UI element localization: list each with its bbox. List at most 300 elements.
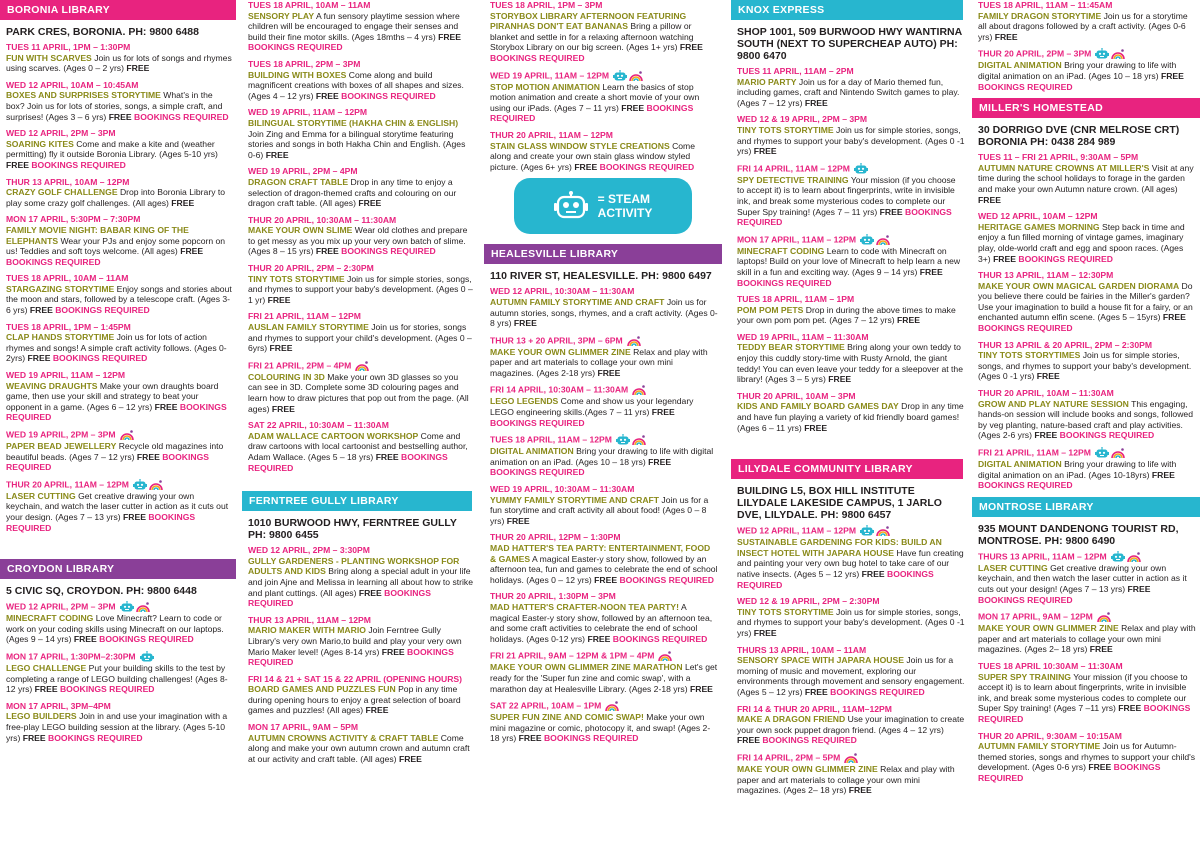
event-item <box>6 429 232 473</box>
event-date: THUR 13 + 20 APRIL, 3PM – 6PM <box>490 335 718 347</box>
event-item <box>978 611 1196 655</box>
event-item <box>490 484 718 526</box>
event-date: WED 19 APRIL, 11AM – 12PM <box>490 70 718 82</box>
event-title: SENSORY SPACE WITH JAPARA HOUSE <box>737 655 904 666</box>
robot-icon <box>133 479 147 491</box>
event-date: WED 19 APRIL, 11AM – 11:30AM <box>737 331 869 342</box>
event-title: AUTUMN FAMILY STORYTIME AND CRAFT <box>490 296 665 307</box>
event-free-label: FREE <box>651 407 675 418</box>
rainbow-icon <box>844 752 858 764</box>
activity-icons <box>120 601 152 613</box>
event-title: MAKE YOUR OWN SLIME <box>248 225 353 236</box>
event-title: BILINGUAL STORYTIME (HAKHA CHIN & ENGLISH) <box>248 117 459 128</box>
event-item <box>248 615 474 668</box>
event-item <box>490 434 718 478</box>
rainbow-icon <box>876 525 890 537</box>
event-title: TINY TOTS STORYTIME <box>248 273 345 284</box>
event-title: WEAVING DRAUGHTS <box>6 380 98 391</box>
event-description: Do you believe there could be fairies in the Miller's garden? Use your imagination to build a house fit for a fairy, or an enchanted autumn elfin scene. (Ages 5 – 15yrs) <box>978 280 1193 323</box>
event-booking-label: BOOKINGS REQUIRED <box>762 735 857 746</box>
section-header-montrose-library: MONTROSE LIBRARY <box>972 497 1200 517</box>
event-free-label: FREE <box>1160 70 1184 81</box>
event-description: Visit at any time during the school holidays to forage in the garden and make your own Autumn nature crown. (All ages) <box>978 162 1194 194</box>
event-booking-label: BOOKINGS REQUIRED <box>490 102 694 124</box>
event-description: Your mission (if you choose to accept it) is to learn about fingerprints, write in invisible ink, and break some mysterious codes to complete our Super Spy training! (Ages 7 – 11 yrs) <box>737 174 956 217</box>
event-free-label: FREE <box>753 627 777 638</box>
event-description: Recycle old magazines into beautiful beads. (Ages 7 – 12 yrs) <box>6 441 224 462</box>
event-booking-label: BOOKINGS REQUIRED <box>978 480 1073 491</box>
steam-legend-text <box>598 192 653 220</box>
event-date: FRI 21 APRIL, 11AM – 12PM <box>978 447 1196 459</box>
event-item <box>737 752 965 796</box>
event-free-label: FREE <box>1088 762 1112 773</box>
event-item <box>737 525 965 590</box>
event-date: SAT 22 APRIL, 10AM – 1PM <box>490 700 718 712</box>
event-title: AUSLAN FAMILY STORYTIME <box>248 322 369 333</box>
event-description: Join in and use your imagination with a free-play LEGO building session at the library. (Ages 5-10 yrs) <box>6 711 228 743</box>
event-description: What's in the box? Join us for lots of stories, songs, a simple craft, and surprises! (Ages 3 – 6 yrs) <box>6 90 223 122</box>
event-item <box>248 722 474 764</box>
robot-icon <box>140 651 154 663</box>
event-item <box>248 0 474 53</box>
event-description: Get creative drawing your own keychain, and watch the laser cutter in action as it cuts out your design. (Ages 7 – 13 yrs) <box>6 490 229 522</box>
event-date: FRI 14 APRIL, 11AM – 12PM <box>737 163 965 175</box>
event-free-label: FREE <box>154 401 178 412</box>
event-free-label: FREE <box>518 733 542 744</box>
event-date: THURS 13 APRIL, 10AM – 11AM <box>737 644 867 655</box>
library-address: 110 RIVER ST, HEALESVILLE. PH: 9800 6497 <box>490 270 712 283</box>
event-booking-label: BOOKINGS REQUIRED <box>978 81 1073 92</box>
steam-legend-line-2: ACTIVITY <box>597 206 653 221</box>
event-free-label: FREE <box>587 633 611 644</box>
event-item <box>6 214 232 267</box>
event-date: TUES 18 APRIL, 11AM – 12PM <box>490 434 718 446</box>
event-date: FRI 21 APRIL, 9AM – 12PM & 1PM – 4PM <box>490 650 718 662</box>
event-free-label: FREE <box>1118 703 1142 714</box>
event-title: TINY TOTS STORYTIME <box>737 606 834 617</box>
event-description: Make your own draughts board game, then use your skill and strategy to beat your opponent in a game. (Ages 6 – 12 yrs) <box>6 380 219 412</box>
event-title: DIGITAL ANIMATION <box>490 446 574 457</box>
event-title: MAKE YOUR OWN GLIMMER ZINE <box>978 623 1119 634</box>
event-date: WED 12 APRIL, 2PM – 3:30PM <box>248 545 370 556</box>
event-item <box>248 311 474 353</box>
event-item <box>978 152 1196 205</box>
event-title: SPY DETECTIVE TRAINING <box>737 174 849 185</box>
event-free-label: FREE <box>879 206 903 217</box>
event-description: A fun sensory playtime session where children will be encouraged to engage their senses and build their fine motor skills. (Ages 18mths – 4 yrs) <box>248 10 460 42</box>
event-title: MAKE YOUR OWN GLIMMER ZINE <box>737 763 878 774</box>
event-free-label: FREE <box>315 90 339 101</box>
event-free-label: FREE <box>73 634 97 645</box>
event-date: MON 17 APRIL, 9AM – 5PM <box>248 722 358 733</box>
robot-icon <box>860 525 874 537</box>
event-title: MARIO PARTY <box>737 76 797 87</box>
event-free-label: FREE <box>315 246 339 257</box>
event-item <box>248 420 474 473</box>
event-item <box>737 163 965 228</box>
event-description: Join us for stories, songs and rhymes to support your child's development. (Ages 0 – 6yrs) <box>248 322 472 354</box>
event-date: TUES 11 APRIL, 11AM – 2PM <box>737 66 854 76</box>
activity-icons <box>140 651 156 663</box>
event-description: Learn to code with Minecraft on laptops! Build on your love of Minecraft to help learn a new skill in a fun and exciting way. (Ages 9 – 14 yrs) <box>737 245 961 277</box>
event-title: YUMMY FAMILY STORYTIME AND CRAFT <box>490 494 660 505</box>
event-item <box>737 234 965 288</box>
activity-icons <box>632 384 648 396</box>
activity-icons <box>1111 551 1143 563</box>
event-date: THUR 20 APRIL, 11AM – 12PM <box>6 479 232 491</box>
event-booking-label: BOOKINGS REQUIRED <box>737 277 832 288</box>
event-date: MON 17 APRIL, 11AM – 12PM <box>737 234 965 246</box>
event-item <box>248 263 474 305</box>
event-title: DIGITAL ANIMATION <box>978 459 1062 469</box>
robot-icon <box>860 234 874 246</box>
event-free-label: FREE <box>621 102 645 113</box>
event-description: Come along and create your own stain glass window styled picture. (Ages 6+ yrs) <box>490 140 695 172</box>
event-date: FRI 14 APRIL, 10:30AM – 11:30AM <box>490 384 718 396</box>
event-description: Join us for lots of songs and rhymes using scarves. (Ages 0 – 2 yrs) <box>6 52 232 74</box>
event-booking-label: BOOKINGS REQUIRED <box>248 42 343 53</box>
event-title: BOXES AND SURPRISES STORYTIME <box>6 90 161 101</box>
event-date: TUES 18 APRIL, 1PM – 1:45PM <box>6 321 131 332</box>
section-header-lilydale-community-library: LILYDALE COMMUNITY LIBRARY <box>731 459 963 479</box>
event-title: LEGO CHALLENGE <box>6 662 87 673</box>
event-date: THUR 13 APRIL, 11AM – 12PM <box>248 614 371 625</box>
event-title: KIDS AND FAMILY BOARD GAMES DAY <box>737 401 899 412</box>
event-free-label: FREE <box>6 159 29 170</box>
event-date: TUES 11 APRIL, 1PM – 1:30PM <box>6 42 131 52</box>
rainbow-icon <box>629 70 643 82</box>
event-title: DIGITAL ANIMATION <box>978 60 1062 71</box>
event-item <box>6 80 232 122</box>
event-booking-label: BOOKINGS REQUIRED <box>978 594 1073 605</box>
activity-icons <box>860 525 892 537</box>
event-date: THUR 20 APRIL, 12PM – 1:30PM <box>490 532 621 543</box>
event-booking-label: BOOKINGS REQUIRED <box>6 401 227 423</box>
event-date: THUR 20 APRIL, 9:30AM – 10:15AM <box>978 730 1122 741</box>
event-item <box>978 270 1196 334</box>
event-free-label: FREE <box>506 515 530 526</box>
event-free-label: FREE <box>358 198 382 209</box>
event-title: SUPER SPY TRAINING <box>978 671 1071 682</box>
event-item <box>737 391 965 433</box>
event-booking-label: BOOKINGS REQUIRED <box>978 323 1073 334</box>
event-description: Make your own mini magazine or comic, photocopy it, and swap! (Ages 2-18 yrs) <box>490 712 711 744</box>
event-description: Make your own 3D glasses so you can see in 3D. Complete some 3D colouring pages and learn how to draw pictures that pop out from the page. (All ages) <box>248 371 469 414</box>
event-title: AUTUMN FAMILY STORYTIME <box>978 741 1101 752</box>
event-booking-label: BOOKINGS REQUIRED <box>6 451 210 473</box>
activity-icons <box>860 234 892 246</box>
rainbow-icon <box>149 479 163 491</box>
event-free-label: FREE <box>861 569 885 579</box>
event-item <box>737 114 965 156</box>
event-date: THUR 20 APRIL, 2PM – 2:30PM <box>248 263 374 274</box>
event-date: FRI 14 & THUR 20 APRIL, 11AM–12PM <box>737 703 892 714</box>
event-date: FRI 21 APRIL, 2PM – 4PM <box>248 360 474 372</box>
rainbow-icon <box>1097 611 1111 623</box>
event-description: Bring your drawing to life with digital animation on an iPad. (Ages 10-18yrs) <box>978 459 1177 480</box>
event-free-label: FREE <box>108 111 132 122</box>
event-description: Join us for a day of Mario themed fun, including games, craft and Nintendo Switch games to play. (Ages 7 – 12 yrs) <box>737 76 960 108</box>
event-free-label: FREE <box>398 753 422 764</box>
event-item <box>248 166 474 208</box>
event-booking-label: BOOKINGS REQUIRED <box>619 574 714 585</box>
event-free-label: FREE <box>648 456 672 467</box>
event-date: THUR 20 APRIL, 2PM – 3PM <box>978 48 1196 60</box>
event-free-label: FREE <box>1127 583 1151 594</box>
event-free-label: FREE <box>265 149 289 160</box>
library-address: PARK CRES, BORONIA. PH: 9800 6488 <box>6 26 199 38</box>
event-description: Get creative drawing your own keychain, and then watch the laser cutter in action as it cuts out your design! (Ages 7 – 13 yrs) <box>978 562 1187 594</box>
event-free-label: FREE <box>753 146 777 157</box>
rainbow-icon <box>876 234 890 246</box>
event-description: Let's get ready for the 'Super fun zine and comic swap', with a marathon day at Healesville Library. (Ages 2-18 yrs) <box>490 662 718 694</box>
event-title: TINY TOTS STORYTIMES <box>978 350 1081 361</box>
event-date: MON 17 APRIL, 3PM–4PM <box>6 700 111 711</box>
event-date: THURS 13 APRIL, 11AM – 12PM <box>978 551 1196 563</box>
event-item <box>490 650 718 694</box>
event-booking-label: BOOKINGS REQUIRED <box>134 111 229 122</box>
event-date: WED 12 & 19 APRIL, 2PM – 3PM <box>737 114 868 125</box>
event-title: MINECRAFT CODING <box>737 245 825 256</box>
section-header-healesville-library: HEALESVILLE LIBRARY <box>484 244 722 264</box>
event-booking-label: BOOKINGS REQUIRED <box>1018 253 1113 264</box>
event-description: Have fun creating and painting your very own bug hotel to take care of our native insects. (Ages 5 – 12 yrs) <box>737 547 964 579</box>
event-date: MON 17 APRIL, 1:30PM–2:30PM <box>6 651 232 663</box>
event-description: Put your building skills to the test by completing a range of LEGO building challenges! (Ages 8-12 yrs) <box>6 662 228 695</box>
event-title: BOARD GAMES AND PUZZLES FUN <box>248 684 396 695</box>
event-item <box>737 645 965 698</box>
event-free-label: FREE <box>1151 469 1175 480</box>
event-description: Come along and make your own autumn crown and autumn craft at our activity and craft table. (All ages) <box>248 732 470 764</box>
event-item <box>490 286 718 328</box>
rainbow-icon <box>632 384 646 396</box>
activity-icons <box>355 360 371 372</box>
steam-activity-legend <box>514 178 692 234</box>
event-free-label: FREE <box>171 197 195 208</box>
event-item <box>6 177 232 209</box>
library-address: 1010 BURWOOD HWY, FERNTREE GULLY PH: 9800 6455 <box>248 517 457 542</box>
event-item <box>248 545 474 609</box>
event-title: STORYBOX LIBRARY AFTERNOON FEATURING PIRANHAS DON'T EAT BANANAS <box>490 10 687 32</box>
event-booking-label: BOOKINGS REQUIRED <box>737 569 934 590</box>
event-description: Come along and build magnificent creations with boxes of all shapes and sizes. (Ages 4 – 12 yrs) <box>248 69 464 101</box>
event-item <box>490 0 718 64</box>
column-5 <box>972 0 1200 789</box>
event-title: LASER CUTTING <box>978 562 1048 573</box>
event-title: LEGO LEGENDS <box>490 396 559 407</box>
event-date: WED 12 APRIL, 10AM – 10:45AM <box>6 79 139 90</box>
event-title: COLOURING IN 3D <box>248 371 325 382</box>
event-date: TUES 18 APRIL, 10AM – 11AM <box>248 0 371 10</box>
event-item <box>6 42 232 74</box>
activity-icons <box>627 335 643 347</box>
event-date: THUR 13 APRIL, 10AM – 12PM <box>6 176 130 187</box>
event-title: LASER CUTTING <box>6 490 76 501</box>
event-free-label: FREE <box>358 587 382 598</box>
event-free-label: FREE <box>1036 371 1060 382</box>
event-description: Relax and play with paper and art materials to collage your own mini magazines. (Ages 2– 18 yrs) <box>737 763 955 796</box>
event-title: SUSTAINABLE GARDENING FOR KIDS: BUILD AN INSECT HOTEL WITH JAPARA HOUSE <box>737 537 942 558</box>
event-date: WED 19 APRIL, 2PM – 3PM <box>6 429 232 441</box>
event-date: FRI 14 APRIL, 2PM – 5PM <box>737 752 965 764</box>
event-item <box>978 0 1196 42</box>
rainbow-icon <box>1111 447 1125 459</box>
event-description: Love Minecraft? Learn to code or work on your coding skills using Minecraft on our laptops. (Ages 9 – 14 yrs) <box>6 613 224 645</box>
event-free-label: FREE <box>123 511 146 522</box>
rainbow-icon <box>136 601 150 613</box>
column-1 <box>0 0 236 749</box>
event-free-label: FREE <box>126 63 150 74</box>
library-address: 935 MOUNT DANDENONG TOURIST RD, MONTROSE. PH: 9800 6490 <box>978 522 1179 547</box>
event-title: SOARING KITES <box>6 138 74 149</box>
section-header-ferntree-gully-library: FERNTREE GULLY LIBRARY <box>242 491 472 511</box>
event-title: POM POM PETS <box>737 304 804 315</box>
library-address: 30 DORRIGO DVE (CNR MELROSE CRT) BORONIA PH: 0438 284 989 <box>978 124 1180 149</box>
rainbow-icon <box>1111 48 1125 60</box>
event-free-label: FREE <box>737 735 760 746</box>
event-date: FRI 21 APRIL, 11AM – 12PM <box>248 311 361 322</box>
event-item <box>490 532 718 585</box>
event-date: WED 19 APRIL, 11AM – 12PM <box>6 370 126 381</box>
event-title: AUTUMN CROWNS ACTIVITY & CRAFT TABLE <box>248 732 439 743</box>
event-item <box>737 294 965 326</box>
event-description: Come and make a kite and (weather permitting) fly it outside Boronia Library. (Ages 5-10 yrs) <box>6 138 218 160</box>
event-description: Pop in any time during opening hours to enjoy a great selection of board games and puzzles! (All ages) <box>248 684 461 716</box>
event-free-label: FREE <box>22 732 46 743</box>
event-title: MARIO MAKER WITH MARIO <box>248 625 366 636</box>
robot-icon <box>1095 48 1109 60</box>
robot-icon <box>854 163 868 175</box>
event-description: Relax and play with paper and art materials to collage your own mini magazines. (Ages 2-18 yrs) <box>490 346 708 378</box>
event-booking-label: BOOKINGS REQUIRED <box>978 703 1191 724</box>
event-item <box>248 215 474 257</box>
event-free-label: FREE <box>365 705 389 716</box>
event-booking-label: BOOKINGS REQUIRED <box>52 353 148 364</box>
event-item <box>490 700 718 744</box>
event-booking-label: BOOKINGS REQUIRED <box>490 417 585 428</box>
event-description: Relax and play with paper and art materials to collage your own mini magazines. (Ages 2– 18 yrs) <box>978 623 1196 655</box>
section-header-boronia-library: BORONIA LIBRARY <box>0 0 236 20</box>
rainbow-icon <box>627 335 641 347</box>
event-item <box>978 211 1196 264</box>
event-description: Join us for autumn stories, songs, rhymes, and a craft activity. (Ages 0-8 yrs) <box>490 296 718 329</box>
event-free-label: FREE <box>29 305 53 316</box>
event-description: Join Ferntree Gully Library's very own Mario,to build and play your very own Mario Maker level! (Ages 8-14 yrs) <box>248 625 462 657</box>
event-title: MAKE A DRAGON FRIEND <box>737 714 846 725</box>
event-booking-label: BOOKINGS REQUIRED <box>1059 430 1155 441</box>
event-booking-label: BOOKINGS REQUIRED <box>55 305 150 316</box>
event-date: SAT 22 APRIL, 10:30AM – 11:30AM <box>248 420 389 431</box>
event-booking-label: BOOKINGS REQUIRED <box>341 246 436 257</box>
activity-icons <box>1095 48 1127 60</box>
event-free-label: FREE <box>574 161 598 172</box>
event-date: THUR 20 APRIL, 11AM – 12PM <box>490 129 613 140</box>
section-header-miller-s-homestead: MILLER'S HOMESTEAD <box>972 98 1200 118</box>
event-date: WED 12 & 19 APRIL, 2PM – 2:30PM <box>737 596 880 607</box>
event-title: MINECRAFT CODING <box>6 613 94 624</box>
event-free-label: FREE <box>381 646 405 657</box>
activity-icons <box>854 163 870 175</box>
event-title: STOP MOTION ANIMATION <box>490 81 600 92</box>
event-title: MAKE YOUR OWN MAGICAL GARDEN DIORAMA <box>978 280 1180 291</box>
event-item <box>490 591 718 644</box>
activity-icons <box>605 700 621 712</box>
event-free-label: FREE <box>1089 644 1113 655</box>
event-description: Enjoy songs and stories about the moon and stars, followed by a telescope craft. (Ages 3-6 yrs) <box>6 283 232 316</box>
event-description: Learn the basics of stop motion animation and create a short movie of your own using our iPads. (Ages 7 – 11 yrs) <box>490 81 700 113</box>
event-free-label: FREE <box>804 422 828 433</box>
event-description: Drop in any time and have fun playing a variety of kid friendly board games! (Ages 6 – 11 yrs) <box>737 401 964 433</box>
event-description: Join us for a storytime all about dragons followed by a craft activity. (Ages 0-6 yrs) <box>978 10 1188 42</box>
event-date: WED 19 APRIL, 11AM – 12PM <box>248 107 368 118</box>
event-title: BUILDING WITH BOXES <box>248 69 347 80</box>
column-2 <box>242 0 478 770</box>
rainbow-icon <box>632 434 646 446</box>
robot-icon <box>613 70 627 82</box>
steam-legend-line-1: = STEAM <box>597 192 650 207</box>
section-header-knox-express: KNOX EXPRESS <box>731 0 963 20</box>
event-title: STAIN GLASS WINDOW STYLE CREATIONS <box>490 140 670 151</box>
event-free-label: FREE <box>269 343 293 354</box>
event-booking-label: BOOKINGS REQUIRED <box>6 256 101 267</box>
event-title: CRAZY GOLF CHALLENGE <box>6 187 118 198</box>
event-booking-label: BOOKINGS REQUIRED <box>543 733 639 744</box>
event-booking-label: BOOKINGS REQUIRED <box>248 587 431 609</box>
rainbow-icon <box>658 650 672 662</box>
event-description: Wear your PJs and enjoy some popcorn on us! Teddies and soft toys welcome. (All ages) <box>6 235 226 257</box>
event-item <box>978 731 1196 784</box>
rainbow-icon <box>1127 551 1141 563</box>
activity-icons <box>133 479 165 491</box>
event-description: Come and show us your legendary LEGO engineering skills.(Ages 7 – 11 yrs) <box>490 396 694 418</box>
event-description: Bring along your own teddy to enjoy this cuddly story-time with Rusty Arnold, the giant teddy! You can even leave your teddy for a sleepover at the library! (Ages 3 – 5 yrs) <box>737 342 963 385</box>
event-date: MON 17 APRIL, 5:30PM – 7:30PM <box>6 214 141 225</box>
event-item <box>490 384 718 428</box>
event-title: SENSORY PLAY <box>248 10 315 21</box>
event-date: WED 12 APRIL, 11AM – 12PM <box>737 525 965 537</box>
section-header-croydon-library: CROYDON LIBRARY <box>0 559 236 579</box>
event-free-label: FREE <box>136 451 160 462</box>
event-title: MAD HATTER'S TEA PARTY: ENTERTAINMENT, FOOD & GAMES <box>490 543 711 564</box>
event-date: WED 19 APRIL, 10:30AM – 11:30AM <box>490 484 635 495</box>
event-booking-label: BOOKINGS REQUIRED <box>248 451 448 473</box>
column-3 <box>484 0 722 750</box>
event-description: Bring your drawing to life with digital animation on an iPad. (Ages 10 – 18 yrs) <box>490 446 714 467</box>
event-description: This engaging, hands-on session will include books and songs, followed by veg planting, nature-based craft and play activities. (Ages 2-6 yrs) <box>978 398 1193 441</box>
event-free-label: FREE <box>679 42 703 53</box>
event-free-label: FREE <box>267 294 291 305</box>
activity-icons <box>616 434 648 446</box>
event-description: Join us for a morning of music and movement, exploring our environments through movement and sensory engagement. (Ages 5 – 12 yrs) <box>737 655 965 697</box>
event-free-label: FREE <box>27 353 51 364</box>
event-date: TUES 11 – FRI 21 APRIL, 9:30AM – 5PM <box>978 152 1139 163</box>
event-booking-label: BOOKINGS REQUIRED <box>59 684 155 695</box>
event-date: THUR 13 APRIL, 11AM – 12:30PM <box>978 270 1114 281</box>
event-description: Join us for simple stories, songs, and rhymes to support your baby's development. (Ages 0 – 1 yr) <box>248 273 473 305</box>
event-description: Join us for simple stories, songs, and rhymes to support your baby's development. (Ages 0 -1 yrs) <box>737 124 965 157</box>
event-title: TEDDY BEAR STORYTIME <box>737 342 845 353</box>
event-free-label: FREE <box>848 785 872 796</box>
event-booking-label: BOOKINGS REQUIRED <box>978 762 1161 783</box>
event-item <box>6 322 232 364</box>
event-date: TUES 18 APRIL, 2PM – 3PM <box>248 58 361 69</box>
event-item <box>490 130 718 172</box>
event-item <box>737 596 965 638</box>
event-booking-label: BOOKINGS REQUIRED <box>830 686 925 697</box>
event-description: Wear old clothes and prepare to get messy as you mix up your very own batch of slime. (Ages 8 – 15 yrs) <box>248 225 468 257</box>
robot-icon <box>554 191 588 221</box>
activity-icons <box>1095 447 1127 459</box>
